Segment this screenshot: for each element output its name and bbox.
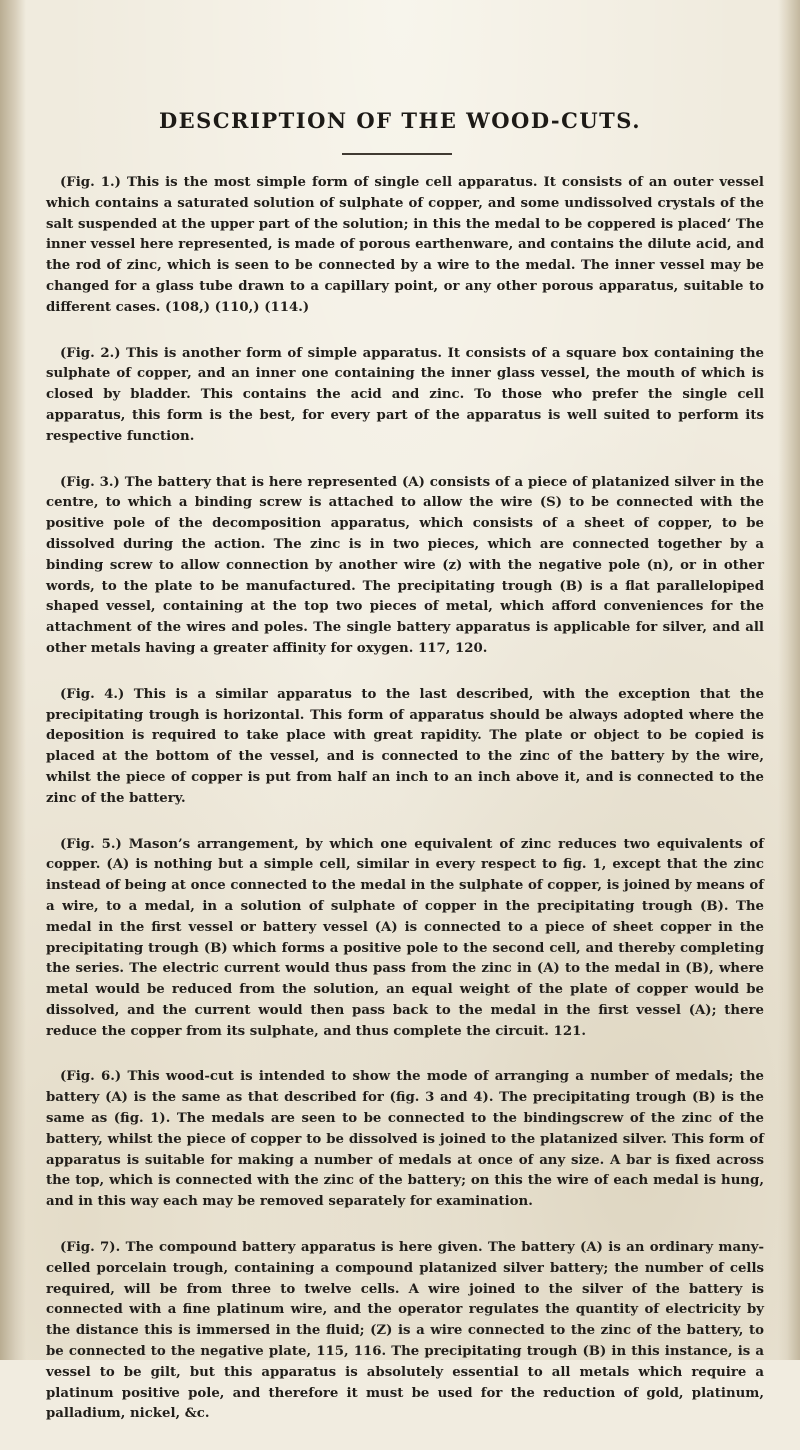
paragraph-fig-6-text: (Fig. 6.) This wood-cut is intended to show the mode of arranging a number of medals; the battery (A) is the same as that described for (fig. 3 and 4). The precipitating trough (B) is the same as (fig. 1). The medals are seen to be connected to the bindingscrew of the zinc of the battery, whilst the piece of copper to be dissolved is joined to the platanized silver. This form of apparatus is suitable for making a number of medals at once of any size. A bar is fixed across the top, which is connected with the zinc of the battery; on this the wire of each medal is hung, and in this way each may be removed separately for examination. [46,1069,764,1210]
paragraph-fig-7-text: (Fig. 7). The compound battery apparatus is here given. The battery (A) is an ordinary many-celled porcelain trough, containing a compound platanized silver battery; the number of cells required, will be from three to twelve cells. A wire joined to the silver of the battery is connected with a fine platinum wire, and the operator regulates the quantity of electricity by the distance this is immersed in the fluid; (Z) is a wire connected to the zinc of the battery, to be connected to the negative plate, 115, 116. The precipitating trough (B) in this instance, is a vessel to be gilt, but this apparatus is absolutely essential to all metals which require a platinum positive pole, and therefore it must be used for the reduction of gold, platinum, palladium, nickel, &c. [46,1240,764,1422]
text-body [46,173,764,1450]
paragraph-fig-1-text: (Fig. 1.) This is the most simple form of single cell apparatus. It consists of an outer vessel which contains a saturated solution of sulphate of copper, and some undissolved crystals of the salt suspended at the upper part of the solution; in this the medal to be coppered is placed‘ The inner vessel here represented, is made of porous earthenware, and contains the dilute acid, and the rod of zinc, which is seen to be connected by a wire to the medal. The inner vessel may be changed for a glass tube drawn to a capillary point, or any other porous apparatus, suitable to different cases. (108,) (110,) (114.) [46,175,764,315]
paragraph-fig-2-text: (Fig. 2.) This is another form of simple apparatus. It consists of a square box containing the sulphate of copper, and an inner one containing the inner glass vessel, the mouth of which is closed by bladder. This contains the acid and zinc. To those who prefer the single cell apparatus, this form is the best, for every part of the apparatus is well suited to perform its respective function. [46,345,764,444]
page-edge-left [0,0,26,1360]
paragraph-fig-2 [46,344,764,448]
title-divider [342,153,452,155]
paragraph-fig-6 [46,1067,764,1213]
page-edge-right [778,0,800,1360]
page-title: DESCRIPTION OF THE WOOD-CUTS. [158,108,642,133]
paragraph-fig-5 [46,835,764,1043]
paragraph-fig-4-text: (Fig. 4.) This is a similar apparatus to the last described, with the exception that the precipitating trough is horizontal. This form of apparatus should be always adopted where the deposition is required to take place with great rapidity. The plate or object to be copied is placed at the bottom of the vessel, and is connected to the zinc of the battery by the wire, whilst the piece of copper is put from half an inch to an inch above it, and is connected to the zinc of the battery. [46,686,764,806]
paragraph-fig-3-text: (Fig. 3.) The battery that is here represented (A) consists of a piece of platanized silver in the centre, to which a binding screw is attached to allow the wire (S) to be connected with the positive pole of the decomposition apparatus, which consists of a sheet of copper, to be dissolved during the action. The zinc is in two pieces, which are connected together by a binding screw to allow connection by another wire (z) with the negative pole (n), or in other words, to the plate to be manufactured. The precipitating trough (B) is a flat parallelopiped shaped vessel, containing at the top two pieces of metal, which afford conveniences for the attachment of the wires and poles. The single battery apparatus is applicable for silver, and all other metals having a greater affinity for oxygen. 117, 120. [46,474,764,656]
paragraph-fig-1 [46,173,764,319]
paragraph-fig-3 [46,473,764,660]
paragraph-fig-7 [46,1238,764,1425]
paragraph-fig-4 [46,685,764,810]
paragraph-fig-5-text: (Fig. 5.) Mason’s arrangement, by which one equivalent of zinc reduces two equivalents of copper. (A) is nothing but a simple cell, similar in every respect to fig. 1, except that the zinc instead of being at once connected to the medal in the sulphate of copper, is joined by means of a wire, to a medal, in a solution of sulphate of copper in the precipitating trough (B). The medal in the first vessel or battery vessel (A) is connected to a piece of sheet copper in the precipitating trough (B) which forms a positive pole to the second cell, and thereby completing the series. The electric current would thus pass from the zinc in (A) to the medal in (B), where metal would be reduced from the solution, an equal weight of the plate of copper would be dissolved, and the current would then pass back to the medal in the first vessel (A); there reduce the copper from its sulphate, and thus complete the circuit. 121. [46,836,764,1039]
